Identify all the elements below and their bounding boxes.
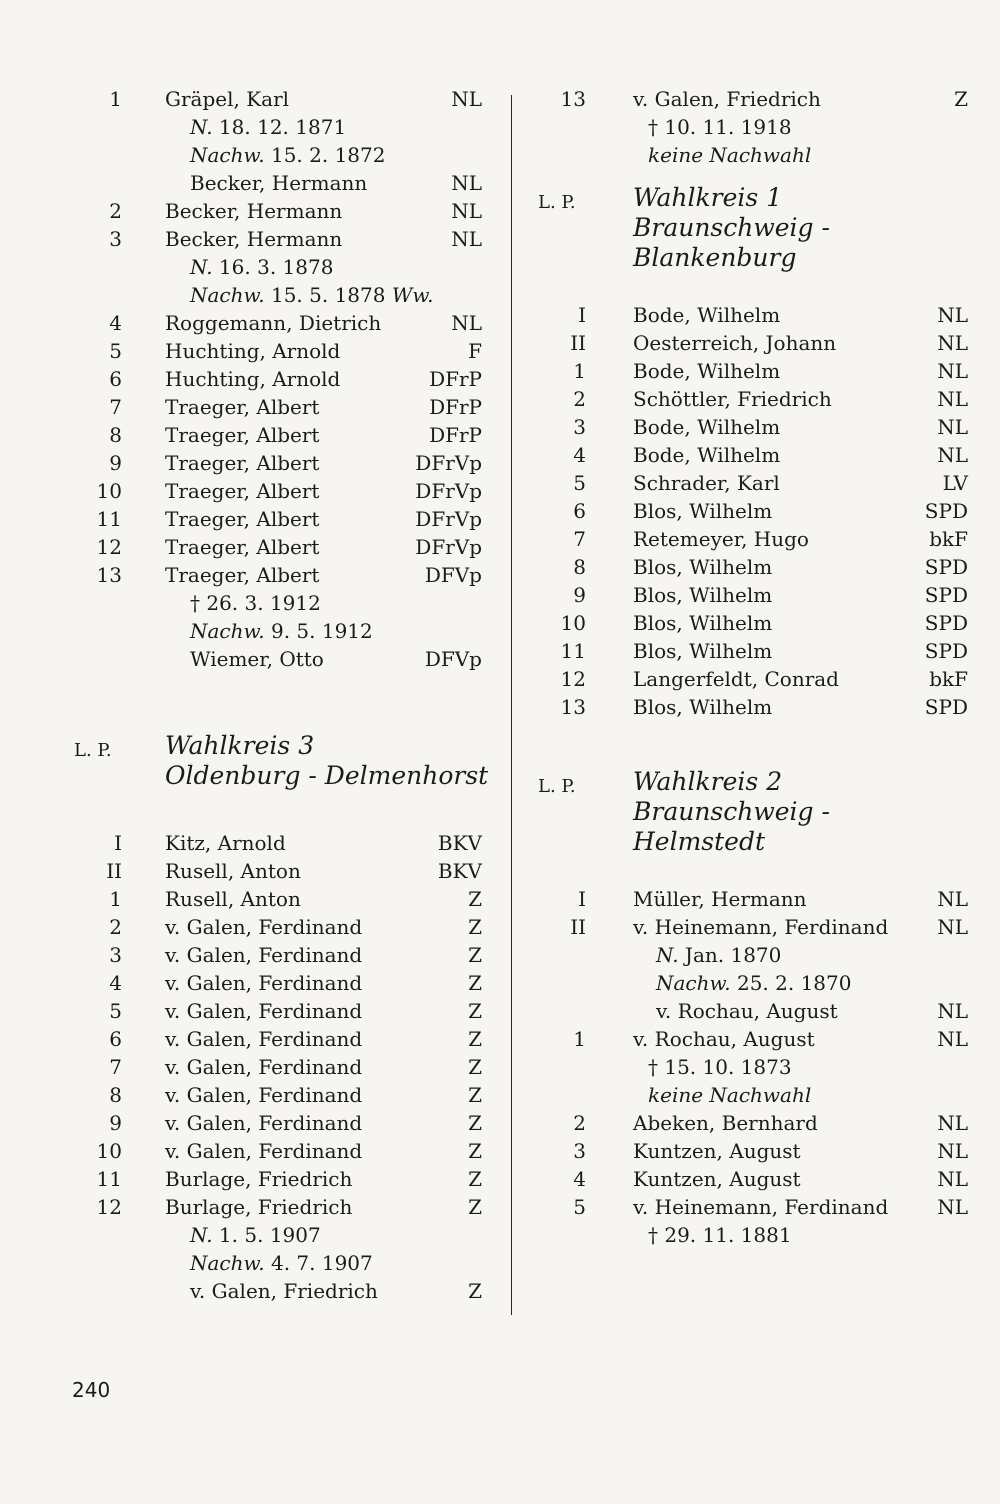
period-number: 11 [96, 507, 122, 531]
member-name: v. Galen, Ferdinand [165, 1139, 363, 1163]
period-number: 10 [560, 611, 586, 635]
period-number: 9 [573, 583, 586, 607]
party-label: NL [451, 227, 482, 251]
party-label: NL [937, 999, 968, 1023]
party-label: DFrVp [415, 507, 482, 531]
election-row [60, 533, 490, 561]
party-label: NL [937, 1111, 968, 1135]
party-label: NL [937, 303, 968, 327]
note-row [538, 969, 958, 997]
election-row [538, 1109, 968, 1137]
member-name: v. Rochau, August [633, 1027, 815, 1051]
period-number: 10 [96, 1139, 122, 1163]
note-row [60, 1249, 490, 1277]
heading-wahlkreis-3 [60, 731, 490, 801]
election-row [60, 1109, 490, 1137]
election-row [60, 913, 490, 941]
election-row [60, 1165, 490, 1193]
period-number: 11 [96, 1167, 122, 1191]
party-label: NL [937, 1139, 968, 1163]
party-label: SPD [924, 499, 968, 523]
heading-wahlkreis-2 [538, 767, 958, 863]
election-row [538, 525, 968, 553]
constituency-title-line: Blankenburg [633, 243, 797, 272]
constituency-title-line: Helmstedt [633, 827, 766, 856]
member-name: Schöttler, Friedrich [633, 387, 832, 411]
member-name: Burlage, Friedrich [165, 1167, 353, 1191]
election-row [60, 1277, 490, 1305]
member-name: Blos, Wilhelm [633, 611, 773, 635]
note-row [60, 113, 490, 141]
election-row [538, 85, 968, 113]
election-row [60, 1025, 490, 1053]
election-row [60, 885, 490, 913]
member-name: Bode, Wilhelm [633, 443, 781, 467]
member-name: Rusell, Anton [165, 887, 301, 911]
member-name: Blos, Wilhelm [633, 583, 773, 607]
party-label: NL [937, 331, 968, 355]
note-text: Nachw. 9. 5. 1912 [190, 619, 373, 643]
member-name: Wiemer, Otto [190, 647, 324, 671]
election-row [60, 225, 490, 253]
member-name: Blos, Wilhelm [633, 695, 773, 719]
note-text: N. 1. 5. 1907 [190, 1223, 321, 1247]
period-number: 7 [109, 395, 122, 419]
period-number: 1 [109, 87, 122, 111]
period-number: 8 [109, 1083, 122, 1107]
party-label: Z [468, 1279, 482, 1303]
election-row [60, 1193, 490, 1221]
election-row [60, 169, 490, 197]
note-row [538, 113, 958, 141]
constituency-title [633, 183, 830, 273]
party-label: DFrVp [415, 451, 482, 475]
member-name: Becker, Hermann [190, 171, 368, 195]
party-label: NL [937, 1027, 968, 1051]
party-label: NL [937, 387, 968, 411]
party-label: DFrVp [415, 535, 482, 559]
party-label: Z [468, 999, 482, 1023]
note-row [60, 253, 490, 281]
party-label: NL [937, 359, 968, 383]
party-label: NL [937, 1195, 968, 1219]
election-row [538, 913, 968, 941]
member-name: v. Galen, Ferdinand [165, 1055, 363, 1079]
note-row [538, 1221, 958, 1249]
election-row [60, 477, 490, 505]
constituency-title [165, 731, 488, 791]
period-number: 2 [109, 199, 122, 223]
election-row [538, 301, 968, 329]
election-row [60, 561, 490, 589]
note-row [60, 1221, 490, 1249]
member-name: Gräpel, Karl [165, 87, 290, 111]
election-row [538, 637, 968, 665]
left-column [60, 85, 490, 1305]
member-name: Abeken, Bernhard [633, 1111, 818, 1135]
note-row [538, 1081, 958, 1109]
period-number: 8 [109, 423, 122, 447]
period-number: 2 [109, 915, 122, 939]
party-label: SPD [924, 555, 968, 579]
party-label: bkF [929, 527, 968, 551]
member-name: Langerfeldt, Conrad [633, 667, 839, 691]
constituency-title-line: Braunschweig - [633, 213, 830, 242]
note-text: N. 18. 12. 1871 [190, 115, 347, 139]
note-text: keine Nachwahl [648, 1083, 812, 1107]
period-number: I [578, 887, 586, 911]
election-row [538, 553, 968, 581]
note-text: † 15. 10. 1873 [648, 1055, 792, 1079]
member-name: v. Heinemann, Ferdinand [633, 915, 889, 939]
note-row [60, 141, 490, 169]
member-name: Traeger, Albert [165, 563, 320, 587]
note-text: Nachw. 25. 2. 1870 [656, 971, 852, 995]
party-label: SPD [924, 639, 968, 663]
period-number: 6 [109, 1027, 122, 1051]
election-row [60, 421, 490, 449]
period-number: 12 [560, 667, 586, 691]
period-number: 3 [573, 415, 586, 439]
note-row [60, 617, 490, 645]
party-label: NL [937, 915, 968, 939]
page-number: 240 [72, 1378, 111, 1402]
member-name: Roggemann, Dietrich [165, 311, 382, 335]
election-row [60, 365, 490, 393]
constituency-title-line: Wahlkreis 2 [633, 767, 783, 796]
election-row [538, 385, 968, 413]
period-number: 4 [109, 971, 122, 995]
election-row [538, 693, 968, 721]
constituency-title-line: Wahlkreis 3 [165, 731, 315, 760]
left-block-2 [60, 829, 490, 1305]
member-name: Kitz, Arnold [165, 831, 286, 855]
note-row [538, 141, 958, 169]
period-number: 10 [96, 479, 122, 503]
member-name: Huchting, Arnold [165, 339, 341, 363]
election-row [60, 505, 490, 533]
period-number: 6 [573, 499, 586, 523]
party-label: DFVp [424, 563, 482, 587]
election-row [538, 329, 968, 357]
party-label: Z [468, 1027, 482, 1051]
election-row [60, 393, 490, 421]
member-name: Müller, Hermann [633, 887, 807, 911]
election-row [538, 1165, 968, 1193]
member-name: v. Galen, Ferdinand [165, 915, 363, 939]
period-number: 4 [109, 311, 122, 335]
period-number: 7 [573, 527, 586, 551]
period-number: 12 [96, 535, 122, 559]
member-name: v. Heinemann, Ferdinand [633, 1195, 889, 1219]
party-label: DFrP [429, 395, 482, 419]
period-number: 2 [573, 387, 586, 411]
election-row [538, 885, 968, 913]
party-label: Z [468, 943, 482, 967]
election-row [60, 941, 490, 969]
party-label: NL [451, 199, 482, 223]
election-row [60, 997, 490, 1025]
election-row [538, 997, 968, 1025]
election-row [538, 665, 968, 693]
note-row [60, 589, 490, 617]
period-number: 3 [573, 1139, 586, 1163]
period-number: 9 [109, 451, 122, 475]
party-label: Z [468, 1111, 482, 1135]
party-label: Z [468, 971, 482, 995]
party-label: NL [937, 443, 968, 467]
election-row [60, 1053, 490, 1081]
party-label: SPD [924, 611, 968, 635]
period-number: 9 [109, 1111, 122, 1135]
member-name: Burlage, Friedrich [165, 1195, 353, 1219]
election-row [60, 337, 490, 365]
election-row [538, 413, 968, 441]
period-number: II [570, 331, 586, 355]
election-row [60, 197, 490, 225]
right-block-3 [538, 885, 968, 1249]
note-row [60, 281, 490, 309]
election-row [60, 309, 490, 337]
party-label: NL [937, 1167, 968, 1191]
period-number: 8 [573, 555, 586, 579]
party-label: DFrP [429, 423, 482, 447]
member-name: Traeger, Albert [165, 507, 320, 531]
member-name: Bode, Wilhelm [633, 415, 781, 439]
column-divider [511, 95, 512, 1315]
period-number: 1 [573, 359, 586, 383]
election-row [60, 85, 490, 113]
election-row [538, 609, 968, 637]
constituency-title-line: Braunschweig - [633, 797, 830, 826]
note-text: N. 16. 3. 1878 [190, 255, 334, 279]
party-label: Z [468, 887, 482, 911]
party-label: BKV [437, 831, 482, 855]
period-number: 6 [109, 367, 122, 391]
election-row [538, 1137, 968, 1165]
member-name: v. Galen, Friedrich [190, 1279, 378, 1303]
member-name: v. Galen, Friedrich [633, 87, 821, 111]
member-name: v. Galen, Ferdinand [165, 1083, 363, 1107]
member-name: Huchting, Arnold [165, 367, 341, 391]
period-number: 5 [573, 1195, 586, 1219]
period-number: 5 [109, 999, 122, 1023]
constituency-title-line: Wahlkreis 1 [633, 183, 783, 212]
election-row [538, 497, 968, 525]
election-row [538, 357, 968, 385]
election-row [538, 1193, 968, 1221]
period-number: 5 [573, 471, 586, 495]
period-number: 5 [109, 339, 122, 363]
party-label: F [468, 339, 482, 363]
member-name: v. Galen, Ferdinand [165, 999, 363, 1023]
party-label: NL [451, 311, 482, 335]
period-number: 11 [560, 639, 586, 663]
party-label: DFrP [429, 367, 482, 391]
right-column [538, 85, 968, 1249]
member-name: v. Rochau, August [656, 999, 838, 1023]
period-number: 2 [573, 1111, 586, 1135]
party-label: Z [954, 87, 968, 111]
party-label: DFVp [424, 647, 482, 671]
period-number: 7 [109, 1055, 122, 1079]
period-number: 1 [109, 887, 122, 911]
election-row [538, 469, 968, 497]
party-label: NL [937, 415, 968, 439]
member-name: Traeger, Albert [165, 479, 320, 503]
period-number: II [570, 915, 586, 939]
lp-label: L. P. [538, 192, 576, 213]
election-row [60, 449, 490, 477]
member-name: Traeger, Albert [165, 423, 320, 447]
member-name: Schrader, Karl [633, 471, 780, 495]
note-text: keine Nachwahl [648, 143, 812, 167]
period-number: 3 [109, 943, 122, 967]
member-name: Bode, Wilhelm [633, 303, 781, 327]
period-number: 1 [573, 1027, 586, 1051]
party-label: Z [468, 1139, 482, 1163]
member-name: Rusell, Anton [165, 859, 301, 883]
member-name: v. Galen, Ferdinand [165, 943, 363, 967]
election-row [60, 857, 490, 885]
member-name: v. Galen, Ferdinand [165, 971, 363, 995]
member-name: Kuntzen, August [633, 1167, 801, 1191]
election-row [60, 829, 490, 857]
member-name: v. Galen, Ferdinand [165, 1111, 363, 1135]
party-label: bkF [929, 667, 968, 691]
party-label: NL [451, 171, 482, 195]
period-number: 4 [573, 443, 586, 467]
lp-label: L. P. [74, 740, 112, 761]
party-label: BKV [437, 859, 482, 883]
party-label: Z [468, 1055, 482, 1079]
member-name: Traeger, Albert [165, 451, 320, 475]
member-name: v. Galen, Ferdinand [165, 1027, 363, 1051]
election-row [538, 1025, 968, 1053]
member-name: Kuntzen, August [633, 1139, 801, 1163]
member-name: Blos, Wilhelm [633, 639, 773, 663]
constituency-title [633, 767, 830, 857]
party-label: NL [937, 887, 968, 911]
member-name: Oesterreich, Johann [633, 331, 837, 355]
party-label: NL [451, 87, 482, 111]
right-block-1 [538, 85, 968, 169]
note-text: Nachw. 15. 2. 1872 [190, 143, 386, 167]
period-number: I [114, 831, 122, 855]
member-name: Retemeyer, Hugo [633, 527, 809, 551]
party-label: SPD [924, 695, 968, 719]
party-label: Z [468, 915, 482, 939]
note-row [538, 1053, 958, 1081]
party-label: SPD [924, 583, 968, 607]
right-block-2 [538, 301, 968, 721]
election-row [60, 969, 490, 997]
lp-label: L. P. [538, 776, 576, 797]
heading-wahlkreis-1 [538, 183, 958, 279]
note-text: † 29. 11. 1881 [648, 1223, 792, 1247]
election-row [60, 1081, 490, 1109]
period-number: 13 [560, 695, 586, 719]
constituency-title-line: Oldenburg - Delmenhorst [165, 761, 489, 790]
election-row [60, 1137, 490, 1165]
party-label: Z [468, 1167, 482, 1191]
member-name: Traeger, Albert [165, 535, 320, 559]
note-row [538, 941, 958, 969]
period-number: 13 [560, 87, 586, 111]
election-row [538, 441, 968, 469]
period-number: 4 [573, 1167, 586, 1191]
party-label: DFrVp [415, 479, 482, 503]
party-label: LV [942, 471, 968, 495]
party-label: Z [468, 1195, 482, 1219]
member-name: Bode, Wilhelm [633, 359, 781, 383]
period-number: 13 [96, 563, 122, 587]
period-number: 3 [109, 227, 122, 251]
member-name: Becker, Hermann [165, 227, 343, 251]
note-text: † 26. 3. 1912 [190, 591, 321, 615]
note-text: Nachw. 4. 7. 1907 [190, 1251, 373, 1275]
member-name: Traeger, Albert [165, 395, 320, 419]
period-number: 12 [96, 1195, 122, 1219]
party-label: Z [468, 1083, 482, 1107]
member-name: Blos, Wilhelm [633, 499, 773, 523]
election-row [60, 645, 490, 673]
left-block-1 [60, 85, 490, 673]
member-name: Blos, Wilhelm [633, 555, 773, 579]
note-text: Nachw. 15. 5. 1878 Ww. [190, 283, 434, 307]
election-row [538, 581, 968, 609]
period-number: II [106, 859, 122, 883]
period-number: I [578, 303, 586, 327]
member-name: Becker, Hermann [165, 199, 343, 223]
note-text: † 10. 11. 1918 [648, 115, 792, 139]
note-text: N. Jan. 1870 [656, 943, 782, 967]
